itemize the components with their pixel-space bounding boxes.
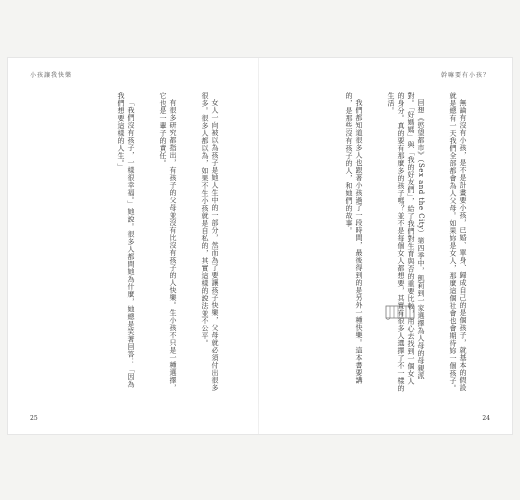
- left-running-title: 小孩讓我快樂: [30, 72, 73, 79]
- left-page-number: 25: [30, 415, 38, 422]
- left-paragraph-1: 女人一向被以為孩子是她人生中的一部分，然而為了要讓孩子快樂，父母就必須付出很多很多。很多人都以為，如果不生小孩就是自私的，其實這樣的說法並不公平。: [201, 92, 219, 392]
- right-page-text: [268, 92, 488, 392]
- book-gutter: [258, 58, 259, 434]
- right-running-title: 幹嘛要有小孩？: [440, 72, 490, 79]
- right-page-number: 24: [482, 415, 490, 422]
- right-paragraph-1: 無論有沒有小孩，是不是計畫要小孩，已婚、單身、歸成自己的是個孩子，就基本的假設就是總有一天我們全部都會為人父母。如果妳是女人，那麼這個社會也會期待妳一個孩子。: [449, 92, 467, 392]
- left-paragraph-2: 有很多研究都指出，有孩子的父母並沒有比沒有孩子的人快樂。生小孩不只是一種選擇，它也是一輩子的責任。: [159, 92, 177, 392]
- crib-illustration-icon: [384, 300, 416, 322]
- left-paragraph-3: 「我們沒有孩子，一樣很幸福。」她說。很多人都問她為什麼，她總是笑著回答：「因為我們想要這樣的人生。」: [117, 92, 135, 388]
- left-page-text: [40, 92, 240, 392]
- right-paragraph-2: 回想《慾望都市》（Sex and the City）第四季中，凱莉到一家選擇為人母的母親派對。「好媽媽」與「我的好友們」，給了我們對生育與否的重要比較，用心去找到一個女人的身分。真的要有那麼多的孩子嗎？並不是每個女人都想要，其實有很多人選擇了不一樣的生活。: [387, 92, 425, 392]
- right-paragraph-3: 我們都知道很多人也跟著小孩過了一段時間，最後得到的是另外一種快樂。這本書要講的，是那些沒有孩子的人，和她們的故事。: [345, 92, 363, 384]
